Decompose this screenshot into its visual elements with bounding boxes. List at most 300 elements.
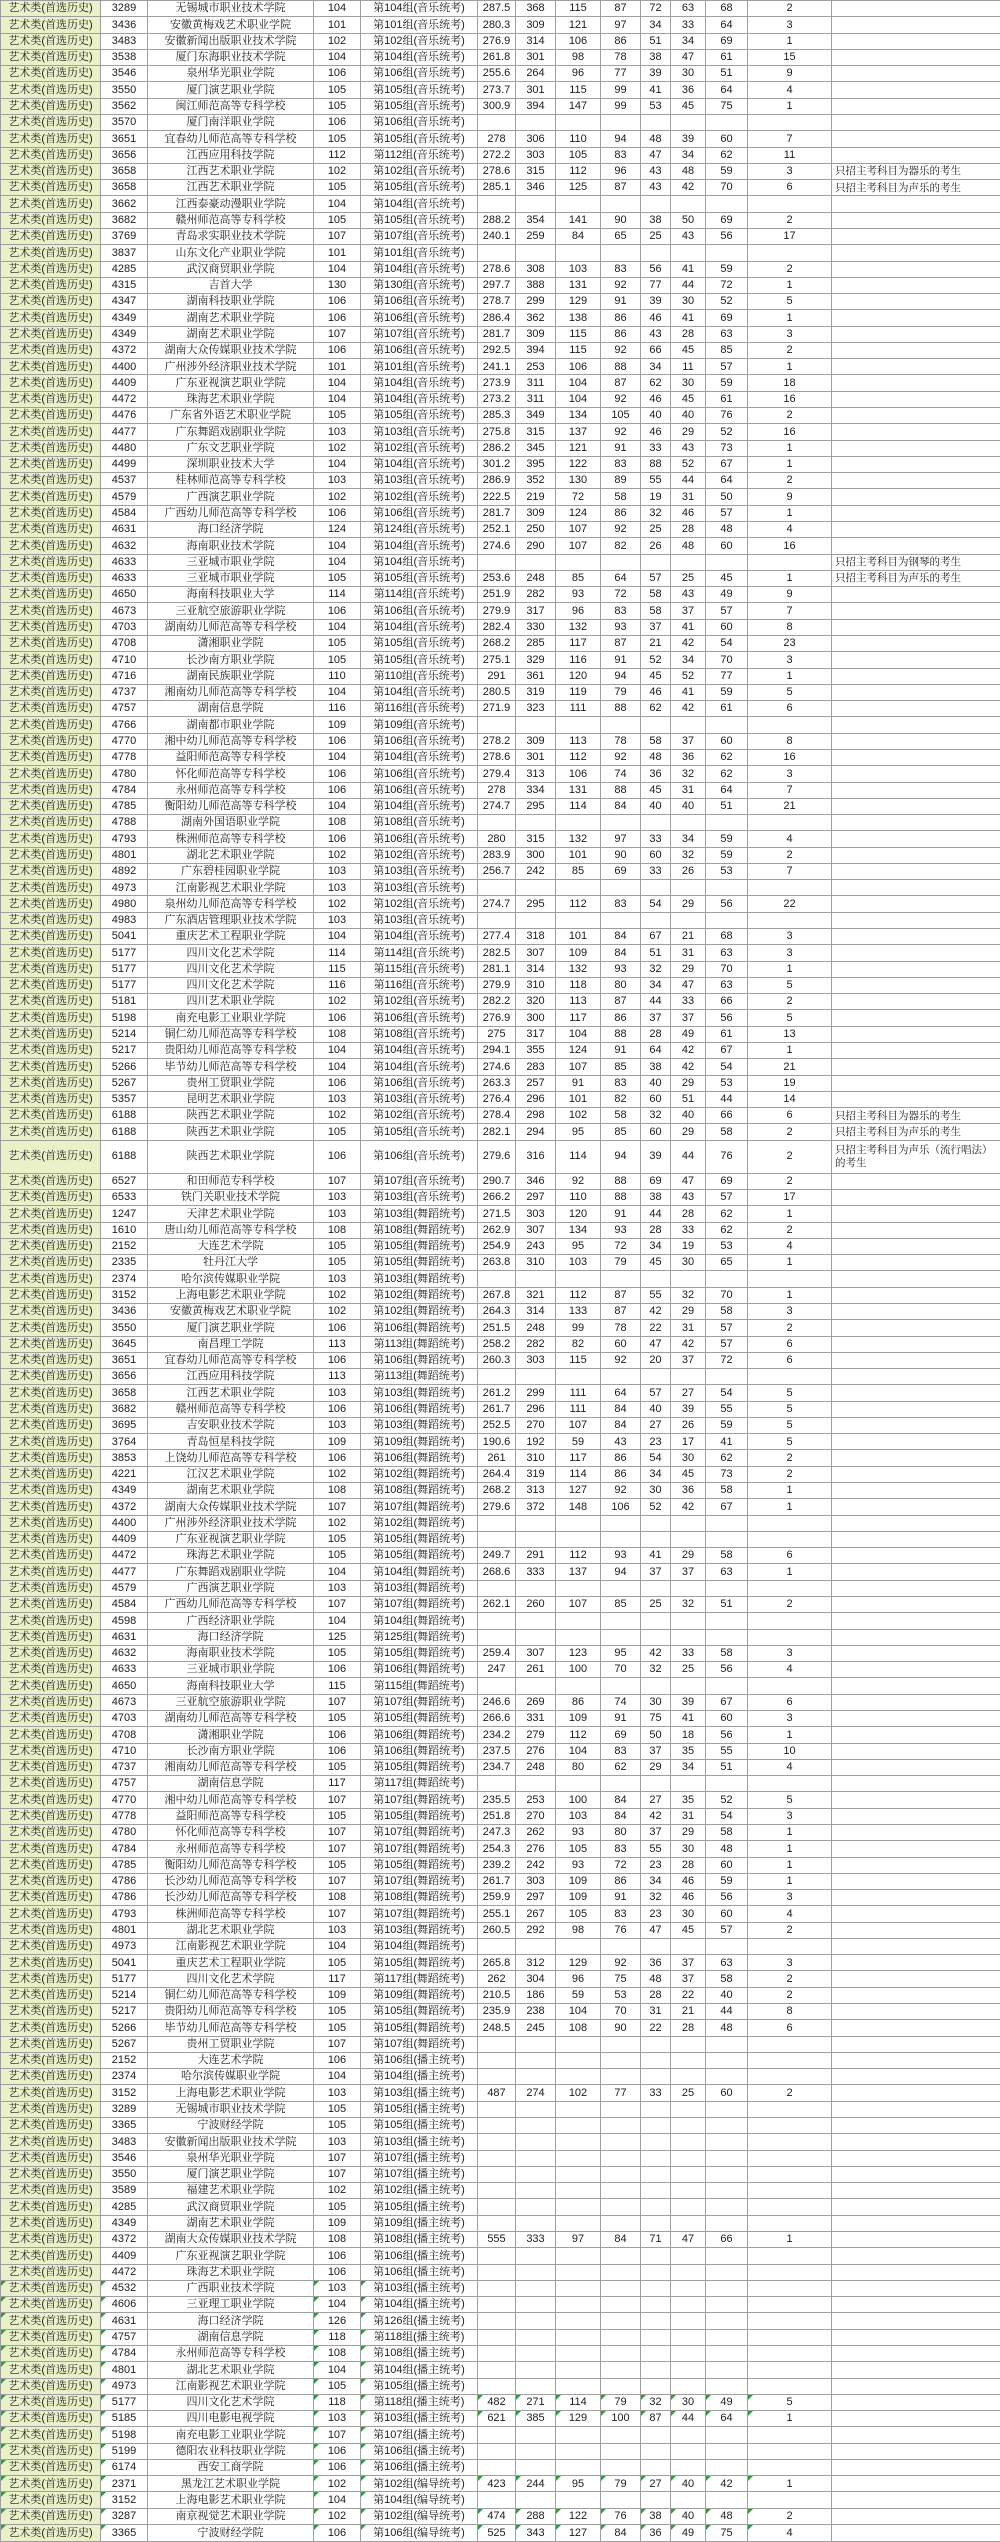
cell-school-code[interactable]: 4980 — [101, 896, 148, 912]
cell-score-4[interactable]: 74 — [601, 1694, 641, 1710]
cell-remark[interactable] — [832, 228, 1000, 244]
cell-score-5[interactable]: 37 — [641, 1010, 671, 1026]
cell-school-code[interactable]: 4780 — [101, 1824, 148, 1840]
cell-remark[interactable] — [832, 2280, 1000, 2296]
cell-remark[interactable] — [832, 1287, 1000, 1303]
cell-score-6[interactable]: 11 — [671, 359, 706, 375]
cell-school-name[interactable]: 厦门东海职业技术学院 — [148, 49, 314, 65]
cell-group-name[interactable]: 第105组(播主统考) — [361, 2118, 478, 2134]
cell-group-no[interactable]: 106 — [314, 1140, 361, 1173]
cell-score-6[interactable]: 30 — [671, 294, 706, 310]
cell-score-4[interactable]: 92 — [601, 277, 641, 293]
cell-school-name[interactable]: 铁门关职业技术学院 — [148, 1189, 314, 1205]
cell-score-4[interactable]: 70 — [601, 2004, 641, 2020]
cell-score-4[interactable]: 64 — [601, 570, 641, 586]
cell-score-7[interactable] — [706, 2150, 748, 2166]
cell-group-no[interactable]: 107 — [314, 2150, 361, 2166]
cell-group-name[interactable]: 第108组(舞蹈统考) — [361, 1890, 478, 1906]
cell-score-2[interactable]: 303 — [516, 1206, 556, 1222]
cell-score-2[interactable]: 253 — [516, 1792, 556, 1808]
cell-score-8[interactable]: 1 — [748, 1727, 832, 1743]
cell-school-code[interactable]: 4400 — [101, 1515, 148, 1531]
cell-score-6[interactable]: 45 — [671, 391, 706, 407]
cell-score-8[interactable]: 8 — [748, 619, 832, 635]
cell-school-code[interactable]: 3662 — [101, 196, 148, 212]
cell-group-name[interactable]: 第126组(播主统考) — [361, 2313, 478, 2329]
cell-score-1[interactable] — [478, 2378, 516, 2394]
cell-remark[interactable] — [832, 2134, 1000, 2150]
cell-school-code[interactable]: 4784 — [101, 2345, 148, 2361]
cell-score-4[interactable] — [601, 1678, 641, 1694]
cell-score-4[interactable] — [601, 815, 641, 831]
cell-score-1[interactable]: 268.2 — [478, 635, 516, 651]
cell-score-2[interactable]: 317 — [516, 603, 556, 619]
cell-school-code[interactable]: 4472 — [101, 1548, 148, 1564]
cell-school-code[interactable]: 1247 — [101, 1206, 148, 1222]
cell-group-no[interactable]: 118 — [314, 2394, 361, 2410]
cell-school-code[interactable]: 4598 — [101, 1613, 148, 1629]
cell-score-8[interactable]: 2 — [748, 847, 832, 863]
cell-group-name[interactable]: 第104组(舞蹈统考) — [361, 1938, 478, 1954]
cell-score-2[interactable] — [516, 2362, 556, 2378]
cell-school-code[interactable]: 3289 — [101, 2101, 148, 2117]
cell-school-name[interactable]: 哈尔滨传媒职业学院 — [148, 2069, 314, 2085]
cell-score-4[interactable]: 83 — [601, 1906, 641, 1922]
cell-score-4[interactable]: 90 — [601, 2020, 641, 2036]
cell-score-2[interactable]: 283 — [516, 1059, 556, 1075]
cell-remark[interactable]: 只招主考科目为器乐的考生 — [832, 1108, 1000, 1124]
cell-score-1[interactable] — [478, 2166, 516, 2182]
cell-score-3[interactable]: 109 — [556, 1710, 601, 1726]
cell-score-7[interactable] — [706, 2378, 748, 2394]
cell-remark[interactable] — [832, 147, 1000, 163]
cell-school-code[interactable]: 4584 — [101, 505, 148, 521]
cell-score-7[interactable]: 55 — [706, 1401, 748, 1417]
cell-group-name[interactable]: 第106组(音乐统考) — [361, 1010, 478, 1026]
cell-school-name[interactable]: 广东亚视演艺职业学院 — [148, 2248, 314, 2264]
cell-school-code[interactable]: 4632 — [101, 538, 148, 554]
cell-score-1[interactable]: 260.5 — [478, 1922, 516, 1938]
cell-score-7[interactable]: 75 — [706, 98, 748, 114]
cell-score-4[interactable]: 72 — [601, 587, 641, 603]
cell-school-code[interactable]: 4708 — [101, 1727, 148, 1743]
cell-group-name[interactable]: 第103组(播主统考) — [361, 2085, 478, 2101]
cell-category[interactable]: 艺术类(首选历史) — [1, 831, 101, 847]
cell-score-8[interactable]: 4 — [748, 522, 832, 538]
cell-group-no[interactable]: 107 — [314, 2036, 361, 2052]
cell-score-3[interactable]: 85 — [556, 570, 601, 586]
cell-score-4[interactable]: 92 — [601, 342, 641, 358]
cell-score-4[interactable] — [601, 2264, 641, 2280]
cell-school-code[interactable]: 6527 — [101, 1173, 148, 1189]
cell-school-code[interactable]: 4892 — [101, 863, 148, 879]
cell-score-2[interactable] — [516, 2345, 556, 2361]
cell-score-8[interactable]: 2 — [748, 1597, 832, 1613]
cell-score-2[interactable]: 301 — [516, 749, 556, 765]
cell-category[interactable]: 艺术类(首选历史) — [1, 1922, 101, 1938]
cell-group-no[interactable]: 106 — [314, 2443, 361, 2459]
cell-remark[interactable] — [832, 391, 1000, 407]
cell-score-4[interactable]: 86 — [601, 310, 641, 326]
cell-score-4[interactable]: 78 — [601, 49, 641, 65]
cell-score-4[interactable] — [601, 2166, 641, 2182]
cell-remark[interactable] — [832, 961, 1000, 977]
cell-score-2[interactable] — [516, 1678, 556, 1694]
cell-score-6[interactable]: 36 — [671, 1483, 706, 1499]
cell-remark[interactable] — [832, 1075, 1000, 1091]
cell-category[interactable]: 艺术类(首选历史) — [1, 2085, 101, 2101]
cell-score-4[interactable]: 87 — [601, 635, 641, 651]
cell-group-no[interactable]: 104 — [314, 456, 361, 472]
cell-score-5[interactable] — [641, 717, 671, 733]
cell-score-6[interactable]: 51 — [671, 1091, 706, 1107]
cell-remark[interactable] — [832, 2394, 1000, 2410]
cell-score-6[interactable]: 45 — [671, 342, 706, 358]
cell-group-name[interactable]: 第106组(音乐统考) — [361, 831, 478, 847]
cell-score-6[interactable]: 42 — [671, 1336, 706, 1352]
cell-school-code[interactable]: 4372 — [101, 1499, 148, 1515]
cell-group-name[interactable]: 第102组(编导统考) — [361, 2476, 478, 2492]
cell-group-no[interactable]: 101 — [314, 245, 361, 261]
cell-group-no[interactable]: 105 — [314, 1124, 361, 1140]
cell-school-code[interactable]: 5217 — [101, 2004, 148, 2020]
cell-score-7[interactable]: 62 — [706, 1206, 748, 1222]
cell-score-2[interactable]: 238 — [516, 2004, 556, 2020]
cell-score-5[interactable] — [641, 2313, 671, 2329]
cell-school-code[interactable]: 5214 — [101, 1987, 148, 2003]
cell-score-8[interactable]: 1 — [748, 1043, 832, 1059]
cell-group-no[interactable]: 105 — [314, 1857, 361, 1873]
cell-score-7[interactable]: 59 — [706, 1417, 748, 1433]
cell-category[interactable]: 艺术类(首选历史) — [1, 2199, 101, 2215]
cell-score-5[interactable]: 51 — [641, 945, 671, 961]
cell-score-3[interactable] — [556, 2443, 601, 2459]
cell-score-8[interactable]: 2 — [748, 2508, 832, 2524]
cell-school-code[interactable]: 4710 — [101, 1743, 148, 1759]
cell-school-code[interactable]: 4285 — [101, 261, 148, 277]
cell-score-1[interactable]: 261.7 — [478, 1401, 516, 1417]
cell-score-8[interactable]: 6 — [748, 1108, 832, 1124]
cell-score-7[interactable]: 57 — [706, 603, 748, 619]
cell-school-code[interactable]: 4631 — [101, 1629, 148, 1645]
cell-score-5[interactable]: 39 — [641, 1140, 671, 1173]
cell-score-7[interactable] — [706, 2166, 748, 2182]
cell-school-name[interactable]: 海南科技职业大学 — [148, 587, 314, 603]
cell-category[interactable]: 艺术类(首选历史) — [1, 1385, 101, 1401]
cell-score-7[interactable]: 69 — [706, 1173, 748, 1189]
cell-category[interactable]: 艺术类(首选历史) — [1, 1499, 101, 1515]
cell-score-6[interactable]: 31 — [671, 1808, 706, 1824]
cell-group-name[interactable]: 第114组(音乐统考) — [361, 587, 478, 603]
cell-score-1[interactable]: 264.4 — [478, 1466, 516, 1482]
cell-score-7[interactable] — [706, 2101, 748, 2117]
cell-group-no[interactable]: 105 — [314, 1955, 361, 1971]
cell-category[interactable]: 艺术类(首选历史) — [1, 1694, 101, 1710]
cell-group-name[interactable]: 第103组(播主统考) — [361, 2280, 478, 2296]
cell-category[interactable]: 艺术类(首选历史) — [1, 408, 101, 424]
cell-score-3[interactable]: 112 — [556, 896, 601, 912]
cell-score-8[interactable]: 2 — [748, 1222, 832, 1238]
cell-score-6[interactable] — [671, 1369, 706, 1385]
cell-group-name[interactable]: 第104组(音乐统考) — [361, 1, 478, 17]
cell-group-name[interactable]: 第103组(音乐统考) — [361, 1091, 478, 1107]
cell-remark[interactable] — [832, 668, 1000, 684]
cell-score-8[interactable] — [748, 2052, 832, 2068]
cell-score-5[interactable]: 32 — [641, 1890, 671, 1906]
cell-score-6[interactable]: 34 — [671, 1759, 706, 1775]
cell-group-name[interactable]: 第105组(音乐统考) — [361, 652, 478, 668]
cell-category[interactable]: 艺术类(首选历史) — [1, 1987, 101, 2003]
cell-score-2[interactable] — [516, 2150, 556, 2166]
cell-group-name[interactable]: 第107组(舞蹈统考) — [361, 1792, 478, 1808]
cell-school-code[interactable]: 5266 — [101, 2020, 148, 2036]
cell-group-no[interactable]: 104 — [314, 49, 361, 65]
cell-score-7[interactable]: 53 — [706, 863, 748, 879]
cell-group-no[interactable]: 103 — [314, 880, 361, 896]
cell-score-8[interactable]: 1 — [748, 961, 832, 977]
cell-group-name[interactable]: 第101组(音乐统考) — [361, 17, 478, 33]
cell-school-code[interactable]: 3436 — [101, 17, 148, 33]
cell-score-1[interactable] — [478, 1938, 516, 1954]
cell-score-5[interactable]: 34 — [641, 17, 671, 33]
cell-score-8[interactable]: 2 — [748, 342, 832, 358]
cell-score-4[interactable] — [601, 2492, 641, 2508]
cell-remark[interactable] — [832, 1841, 1000, 1857]
cell-score-2[interactable]: 388 — [516, 277, 556, 293]
cell-group-no[interactable]: 108 — [314, 1026, 361, 1042]
cell-score-6[interactable] — [671, 2378, 706, 2394]
cell-score-4[interactable]: 75 — [601, 1971, 641, 1987]
cell-group-name[interactable]: 第106组(音乐统考) — [361, 342, 478, 358]
cell-remark[interactable] — [832, 375, 1000, 391]
cell-score-3[interactable]: 131 — [556, 277, 601, 293]
cell-score-4[interactable]: 90 — [601, 847, 641, 863]
cell-group-no[interactable]: 114 — [314, 945, 361, 961]
cell-group-name[interactable]: 第102组(播主统考) — [361, 2183, 478, 2199]
cell-group-no[interactable]: 105 — [314, 82, 361, 98]
cell-score-2[interactable]: 282 — [516, 1336, 556, 1352]
cell-score-1[interactable]: 280.5 — [478, 684, 516, 700]
cell-school-name[interactable]: 湖南大众传媒职业技术学院 — [148, 1499, 314, 1515]
cell-score-5[interactable]: 22 — [641, 1320, 671, 1336]
cell-score-4[interactable] — [601, 196, 641, 212]
cell-school-code[interactable]: 4650 — [101, 587, 148, 603]
cell-score-1[interactable]: 249.7 — [478, 1548, 516, 1564]
cell-group-name[interactable]: 第102组(音乐统考) — [361, 33, 478, 49]
cell-score-5[interactable]: 67 — [641, 929, 671, 945]
cell-score-3[interactable]: 106 — [556, 766, 601, 782]
cell-score-6[interactable]: 43 — [671, 440, 706, 456]
cell-score-1[interactable]: 288.2 — [478, 212, 516, 228]
cell-score-1[interactable]: 278.6 — [478, 749, 516, 765]
cell-score-4[interactable] — [601, 2280, 641, 2296]
cell-score-1[interactable] — [478, 2069, 516, 2085]
cell-score-4[interactable] — [601, 2427, 641, 2443]
cell-school-name[interactable]: 海南科技职业大学 — [148, 1678, 314, 1694]
cell-score-5[interactable] — [641, 2101, 671, 2117]
cell-group-name[interactable]: 第105组(播主统考) — [361, 2378, 478, 2394]
cell-score-6[interactable]: 30 — [671, 1450, 706, 1466]
cell-school-code[interactable]: 3645 — [101, 1336, 148, 1352]
cell-score-5[interactable] — [641, 2166, 671, 2182]
cell-category[interactable]: 艺术类(首选历史) — [1, 652, 101, 668]
cell-score-3[interactable]: 117 — [556, 1450, 601, 1466]
cell-school-name[interactable]: 长沙幼儿师范高等专科学校 — [148, 1890, 314, 1906]
cell-school-code[interactable]: 4477 — [101, 1564, 148, 1580]
cell-score-7[interactable] — [706, 554, 748, 570]
cell-group-no[interactable]: 106 — [314, 1320, 361, 1336]
cell-group-name[interactable]: 第105组(舞蹈统考) — [361, 1255, 478, 1271]
cell-group-no[interactable]: 103 — [314, 2280, 361, 2296]
cell-school-code[interactable]: 4793 — [101, 1906, 148, 1922]
cell-score-8[interactable] — [748, 1629, 832, 1645]
cell-score-2[interactable]: 394 — [516, 98, 556, 114]
cell-score-5[interactable]: 27 — [641, 2476, 671, 2492]
cell-score-5[interactable]: 57 — [641, 1385, 671, 1401]
cell-score-5[interactable]: 27 — [641, 1417, 671, 1433]
cell-score-4[interactable]: 94 — [601, 1140, 641, 1173]
cell-school-code[interactable]: 5041 — [101, 1955, 148, 1971]
cell-score-7[interactable] — [706, 2134, 748, 2150]
cell-score-3[interactable]: 96 — [556, 603, 601, 619]
cell-group-no[interactable]: 103 — [314, 1417, 361, 1433]
cell-score-5[interactable]: 46 — [641, 391, 671, 407]
cell-school-code[interactable]: 4780 — [101, 766, 148, 782]
cell-category[interactable]: 艺术类(首选历史) — [1, 17, 101, 33]
cell-score-4[interactable]: 90 — [601, 212, 641, 228]
cell-school-name[interactable]: 大连艺术学院 — [148, 1238, 314, 1254]
cell-school-name[interactable]: 长沙南方职业学院 — [148, 1743, 314, 1759]
cell-group-no[interactable]: 106 — [314, 1075, 361, 1091]
cell-group-no[interactable]: 107 — [314, 1792, 361, 1808]
cell-group-no[interactable]: 103 — [314, 2134, 361, 2150]
cell-group-name[interactable]: 第105组(音乐统考) — [361, 82, 478, 98]
cell-score-2[interactable] — [516, 1938, 556, 1954]
cell-score-7[interactable]: 44 — [706, 1091, 748, 1107]
cell-score-7[interactable] — [706, 2248, 748, 2264]
cell-school-name[interactable]: 湖北艺术职业学院 — [148, 1922, 314, 1938]
cell-school-code[interactable]: 4349 — [101, 1483, 148, 1499]
cell-group-name[interactable]: 第107组(音乐统考) — [361, 326, 478, 342]
cell-group-name[interactable]: 第109组(播主统考) — [361, 2215, 478, 2231]
cell-score-3[interactable] — [556, 2215, 601, 2231]
cell-score-3[interactable]: 109 — [556, 945, 601, 961]
cell-score-5[interactable] — [641, 880, 671, 896]
cell-school-name[interactable]: 三亚理工职业学院 — [148, 2297, 314, 2313]
cell-group-no[interactable]: 102 — [314, 847, 361, 863]
cell-category[interactable]: 艺术类(首选历史) — [1, 798, 101, 814]
cell-group-name[interactable]: 第106组(音乐统考) — [361, 782, 478, 798]
cell-score-5[interactable]: 40 — [641, 408, 671, 424]
cell-score-7[interactable]: 55 — [706, 1743, 748, 1759]
cell-score-4[interactable]: 70 — [601, 1662, 641, 1678]
cell-score-2[interactable] — [516, 1271, 556, 1287]
cell-score-7[interactable]: 52 — [706, 294, 748, 310]
cell-school-code[interactable]: 3365 — [101, 2118, 148, 2134]
cell-remark[interactable]: 只招主考科目为器乐的考生 — [832, 163, 1000, 179]
cell-score-8[interactable] — [748, 717, 832, 733]
cell-category[interactable]: 艺术类(首选历史) — [1, 912, 101, 928]
cell-score-8[interactable]: 8 — [748, 733, 832, 749]
cell-score-4[interactable]: 105 — [601, 408, 641, 424]
cell-group-no[interactable]: 106 — [314, 2525, 361, 2542]
cell-score-3[interactable]: 120 — [556, 668, 601, 684]
cell-school-name[interactable]: 吉首大学 — [148, 277, 314, 293]
cell-remark[interactable] — [832, 1515, 1000, 1531]
cell-remark[interactable] — [832, 863, 1000, 879]
cell-score-7[interactable]: 59 — [706, 163, 748, 179]
cell-score-7[interactable]: 63 — [706, 945, 748, 961]
cell-category[interactable]: 艺术类(首选历史) — [1, 1043, 101, 1059]
cell-category[interactable]: 艺术类(首选历史) — [1, 261, 101, 277]
cell-score-7[interactable]: 62 — [706, 766, 748, 782]
cell-group-name[interactable]: 第107组(舞蹈统考) — [361, 1906, 478, 1922]
cell-score-3[interactable]: 110 — [556, 1189, 601, 1205]
cell-group-name[interactable]: 第105组(舞蹈统考) — [361, 1759, 478, 1775]
cell-group-no[interactable]: 107 — [314, 1499, 361, 1515]
cell-score-4[interactable]: 84 — [601, 929, 641, 945]
cell-school-code[interactable]: 4472 — [101, 391, 148, 407]
cell-group-name[interactable]: 第106组(音乐统考) — [361, 1140, 478, 1173]
cell-remark[interactable] — [832, 1336, 1000, 1352]
cell-school-code[interactable]: 4606 — [101, 2297, 148, 2313]
cell-score-8[interactable] — [748, 2069, 832, 2085]
cell-score-7[interactable] — [706, 717, 748, 733]
cell-score-5[interactable] — [641, 815, 671, 831]
cell-score-4[interactable]: 88 — [601, 701, 641, 717]
cell-score-4[interactable]: 94 — [601, 1564, 641, 1580]
cell-group-name[interactable]: 第116组(音乐统考) — [361, 977, 478, 993]
cell-category[interactable]: 艺术类(首选历史) — [1, 635, 101, 651]
cell-category[interactable]: 艺术类(首选历史) — [1, 163, 101, 179]
cell-score-7[interactable] — [706, 1678, 748, 1694]
cell-remark[interactable]: 只招主考科目为声乐的考生 — [832, 180, 1000, 196]
cell-score-4[interactable]: 72 — [601, 1238, 641, 1254]
cell-school-name[interactable]: 昆明艺术职业学院 — [148, 1091, 314, 1107]
cell-score-6[interactable]: 19 — [671, 1238, 706, 1254]
cell-score-1[interactable]: 271.9 — [478, 701, 516, 717]
cell-category[interactable]: 艺术类(首选历史) — [1, 1645, 101, 1661]
cell-group-no[interactable]: 103 — [314, 1206, 361, 1222]
cell-remark[interactable] — [832, 440, 1000, 456]
cell-score-5[interactable]: 38 — [641, 1059, 671, 1075]
cell-group-name[interactable]: 第105组(音乐统考) — [361, 180, 478, 196]
cell-group-name[interactable]: 第104组(音乐统考) — [361, 554, 478, 570]
cell-category[interactable]: 艺术类(首选历史) — [1, 82, 101, 98]
cell-school-code[interactable]: 4409 — [101, 1531, 148, 1547]
cell-remark[interactable] — [832, 2101, 1000, 2117]
cell-score-3[interactable] — [556, 1938, 601, 1954]
cell-score-3[interactable] — [556, 196, 601, 212]
cell-group-no[interactable]: 102 — [314, 1466, 361, 1482]
cell-score-3[interactable]: 106 — [556, 359, 601, 375]
cell-group-no[interactable]: 104 — [314, 2362, 361, 2378]
cell-score-2[interactable]: 299 — [516, 1385, 556, 1401]
cell-score-2[interactable]: 262 — [516, 1824, 556, 1840]
cell-remark[interactable] — [832, 2297, 1000, 2313]
cell-group-name[interactable]: 第102组(舞蹈统考) — [361, 1287, 478, 1303]
cell-score-6[interactable]: 41 — [671, 619, 706, 635]
cell-score-4[interactable]: 94 — [601, 131, 641, 147]
cell-group-name[interactable]: 第107组(舞蹈统考) — [361, 1873, 478, 1889]
cell-remark[interactable] — [832, 1466, 1000, 1482]
cell-score-6[interactable] — [671, 2215, 706, 2231]
cell-score-4[interactable] — [601, 1580, 641, 1596]
cell-score-5[interactable]: 52 — [641, 652, 671, 668]
cell-score-4[interactable]: 91 — [601, 1043, 641, 1059]
cell-score-3[interactable]: 103 — [556, 1255, 601, 1271]
cell-score-2[interactable] — [516, 2118, 556, 2134]
